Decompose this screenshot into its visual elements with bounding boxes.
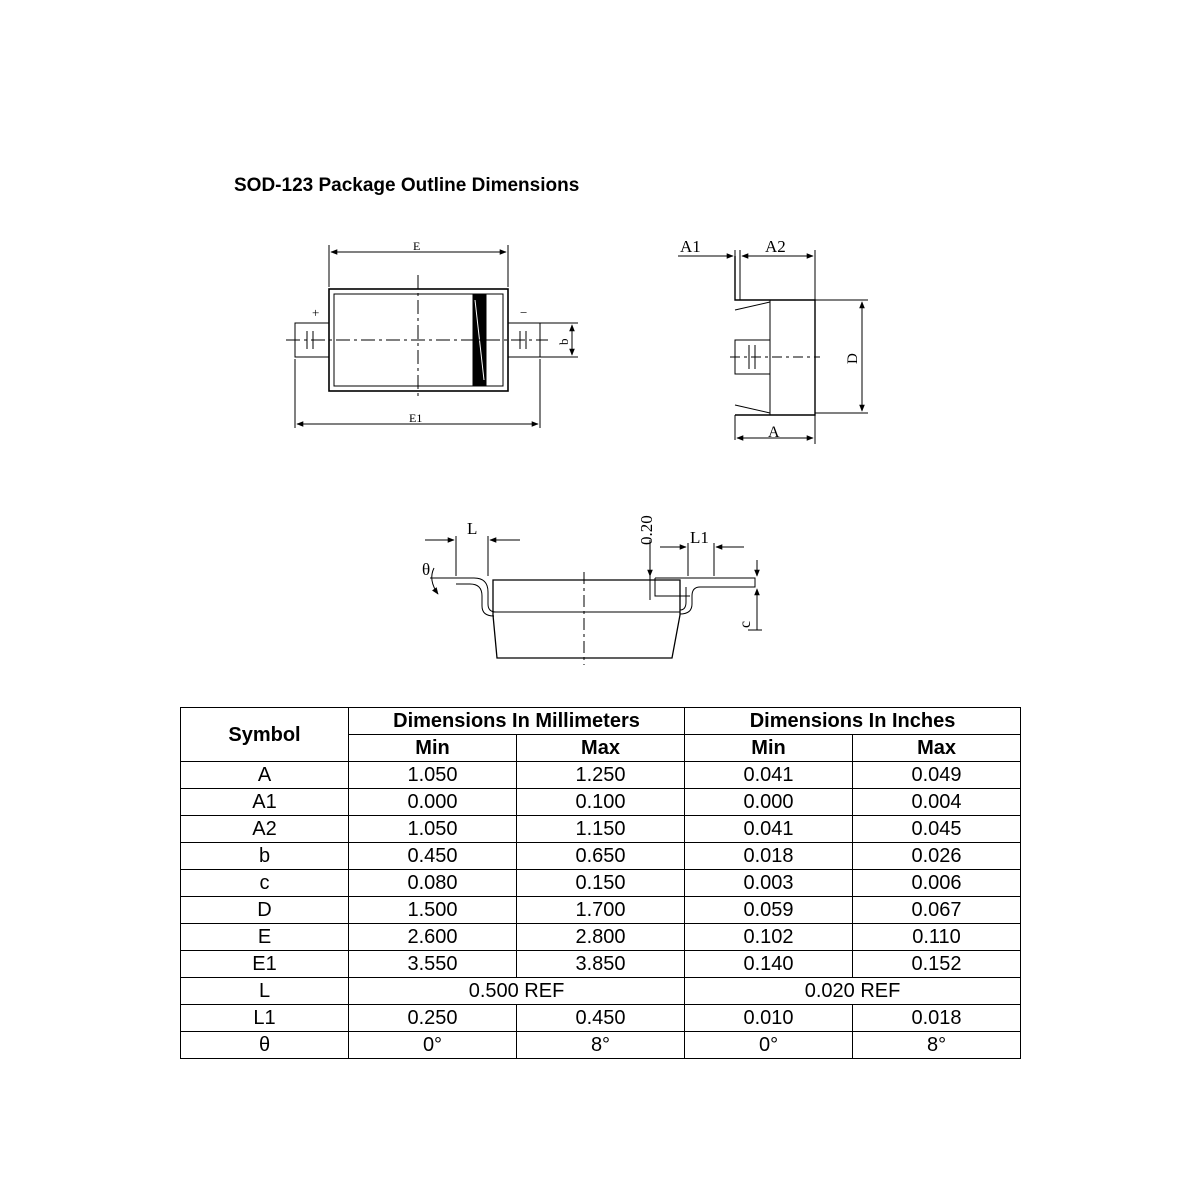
top-view: [286, 245, 578, 428]
cell-mm-min: 1.050: [349, 816, 517, 843]
cell-in-min: 0.000: [685, 789, 853, 816]
dim-label-L: L: [467, 519, 478, 538]
cell-mm-max: 1.700: [517, 897, 685, 924]
table-row: [181, 762, 1021, 789]
table-row: [181, 951, 1021, 978]
in-min-header: Min: [685, 735, 853, 762]
dim-label-D: D: [845, 353, 861, 364]
side-view: [678, 250, 868, 444]
cell-symbol: A: [181, 762, 349, 789]
cell-symbol: c: [181, 870, 349, 897]
cell-symbol: θ: [181, 1032, 349, 1059]
dim-label-L1: L1: [690, 528, 709, 547]
in-max-header: Max: [853, 735, 1021, 762]
mm-max-header: Max: [517, 735, 685, 762]
table-row: [181, 789, 1021, 816]
cell-symbol: b: [181, 843, 349, 870]
cell-in-max: 0.006: [853, 870, 1021, 897]
dim-label-A: A: [768, 424, 780, 441]
cell-in-ref: 0.020 REF: [685, 978, 1021, 1005]
table-row: [181, 897, 1021, 924]
cell-mm-max: 0.650: [517, 843, 685, 870]
cell-mm-ref: 0.500 REF: [349, 978, 685, 1005]
dimensions-table: [180, 707, 1021, 1059]
cell-mm-min: 0.080: [349, 870, 517, 897]
dim-label-E1: E1: [409, 411, 423, 425]
cell-symbol: E: [181, 924, 349, 951]
table-row: [181, 1005, 1021, 1032]
cell-in-min: 0.003: [685, 870, 853, 897]
mm-header: Dimensions In Millimeters: [349, 708, 685, 735]
cell-in-min: 0.059: [685, 897, 853, 924]
cell-in-max: 0.004: [853, 789, 1021, 816]
cell-mm-min: 3.550: [349, 951, 517, 978]
dim-label-E: E: [413, 239, 421, 253]
dim-label-c: c: [737, 620, 754, 628]
cell-mm-min: 1.050: [349, 762, 517, 789]
cell-mm-max: 8°: [517, 1032, 685, 1059]
minus-label: −: [520, 305, 528, 320]
table-row: [181, 816, 1021, 843]
cell-symbol: E1: [181, 951, 349, 978]
cell-symbol: D: [181, 897, 349, 924]
cell-in-max: 0.067: [853, 897, 1021, 924]
cell-mm-min: 0.250: [349, 1005, 517, 1032]
cell-symbol: L1: [181, 1005, 349, 1032]
mm-min-header: Min: [349, 735, 517, 762]
cell-in-max: 8°: [853, 1032, 1021, 1059]
cell-mm-min: 0.450: [349, 843, 517, 870]
dim-label-A2: A2: [765, 237, 786, 256]
cell-in-min: 0.140: [685, 951, 853, 978]
cell-in-max: 0.045: [853, 816, 1021, 843]
dim-label-theta: θ: [422, 560, 431, 579]
cell-mm-min: 2.600: [349, 924, 517, 951]
cell-mm-max: 0.450: [517, 1005, 685, 1032]
table-row: [181, 1032, 1021, 1059]
cell-in-max: 0.110: [853, 924, 1021, 951]
cell-mm-min: 1.500: [349, 897, 517, 924]
cell-symbol: A1: [181, 789, 349, 816]
page-title: SOD-123 Package Outline Dimensions: [234, 175, 580, 196]
cell-in-min: 0.018: [685, 843, 853, 870]
dim-label-A1: A1: [680, 237, 701, 256]
dim-label-b: b: [556, 338, 571, 345]
cell-mm-max: 2.800: [517, 924, 685, 951]
table-row: [181, 924, 1021, 951]
cell-mm-max: 1.150: [517, 816, 685, 843]
cell-mm-max: 1.250: [517, 762, 685, 789]
cell-in-min: 0.041: [685, 762, 853, 789]
cell-in-min: 0.102: [685, 924, 853, 951]
cell-in-min: 0.010: [685, 1005, 853, 1032]
cell-mm-min: 0°: [349, 1032, 517, 1059]
cell-in-max: 0.152: [853, 951, 1021, 978]
cell-in-min: 0°: [685, 1032, 853, 1059]
table-row: [181, 978, 1021, 1005]
cell-in-max: 0.018: [853, 1005, 1021, 1032]
front-view: [425, 536, 762, 665]
symbol-header: Symbol: [181, 708, 349, 762]
cell-mm-max: 0.100: [517, 789, 685, 816]
cell-in-max: 0.049: [853, 762, 1021, 789]
table-row: [181, 870, 1021, 897]
cell-symbol: L: [181, 978, 349, 1005]
cell-in-max: 0.026: [853, 843, 1021, 870]
plus-label: +: [312, 305, 320, 320]
cell-in-min: 0.041: [685, 816, 853, 843]
table-row: [181, 843, 1021, 870]
cell-mm-min: 0.000: [349, 789, 517, 816]
gauge-label: 0.20: [637, 515, 656, 545]
cell-mm-max: 3.850: [517, 951, 685, 978]
cell-mm-max: 0.150: [517, 870, 685, 897]
in-header: Dimensions In Inches: [685, 708, 1021, 735]
cell-symbol: A2: [181, 816, 349, 843]
